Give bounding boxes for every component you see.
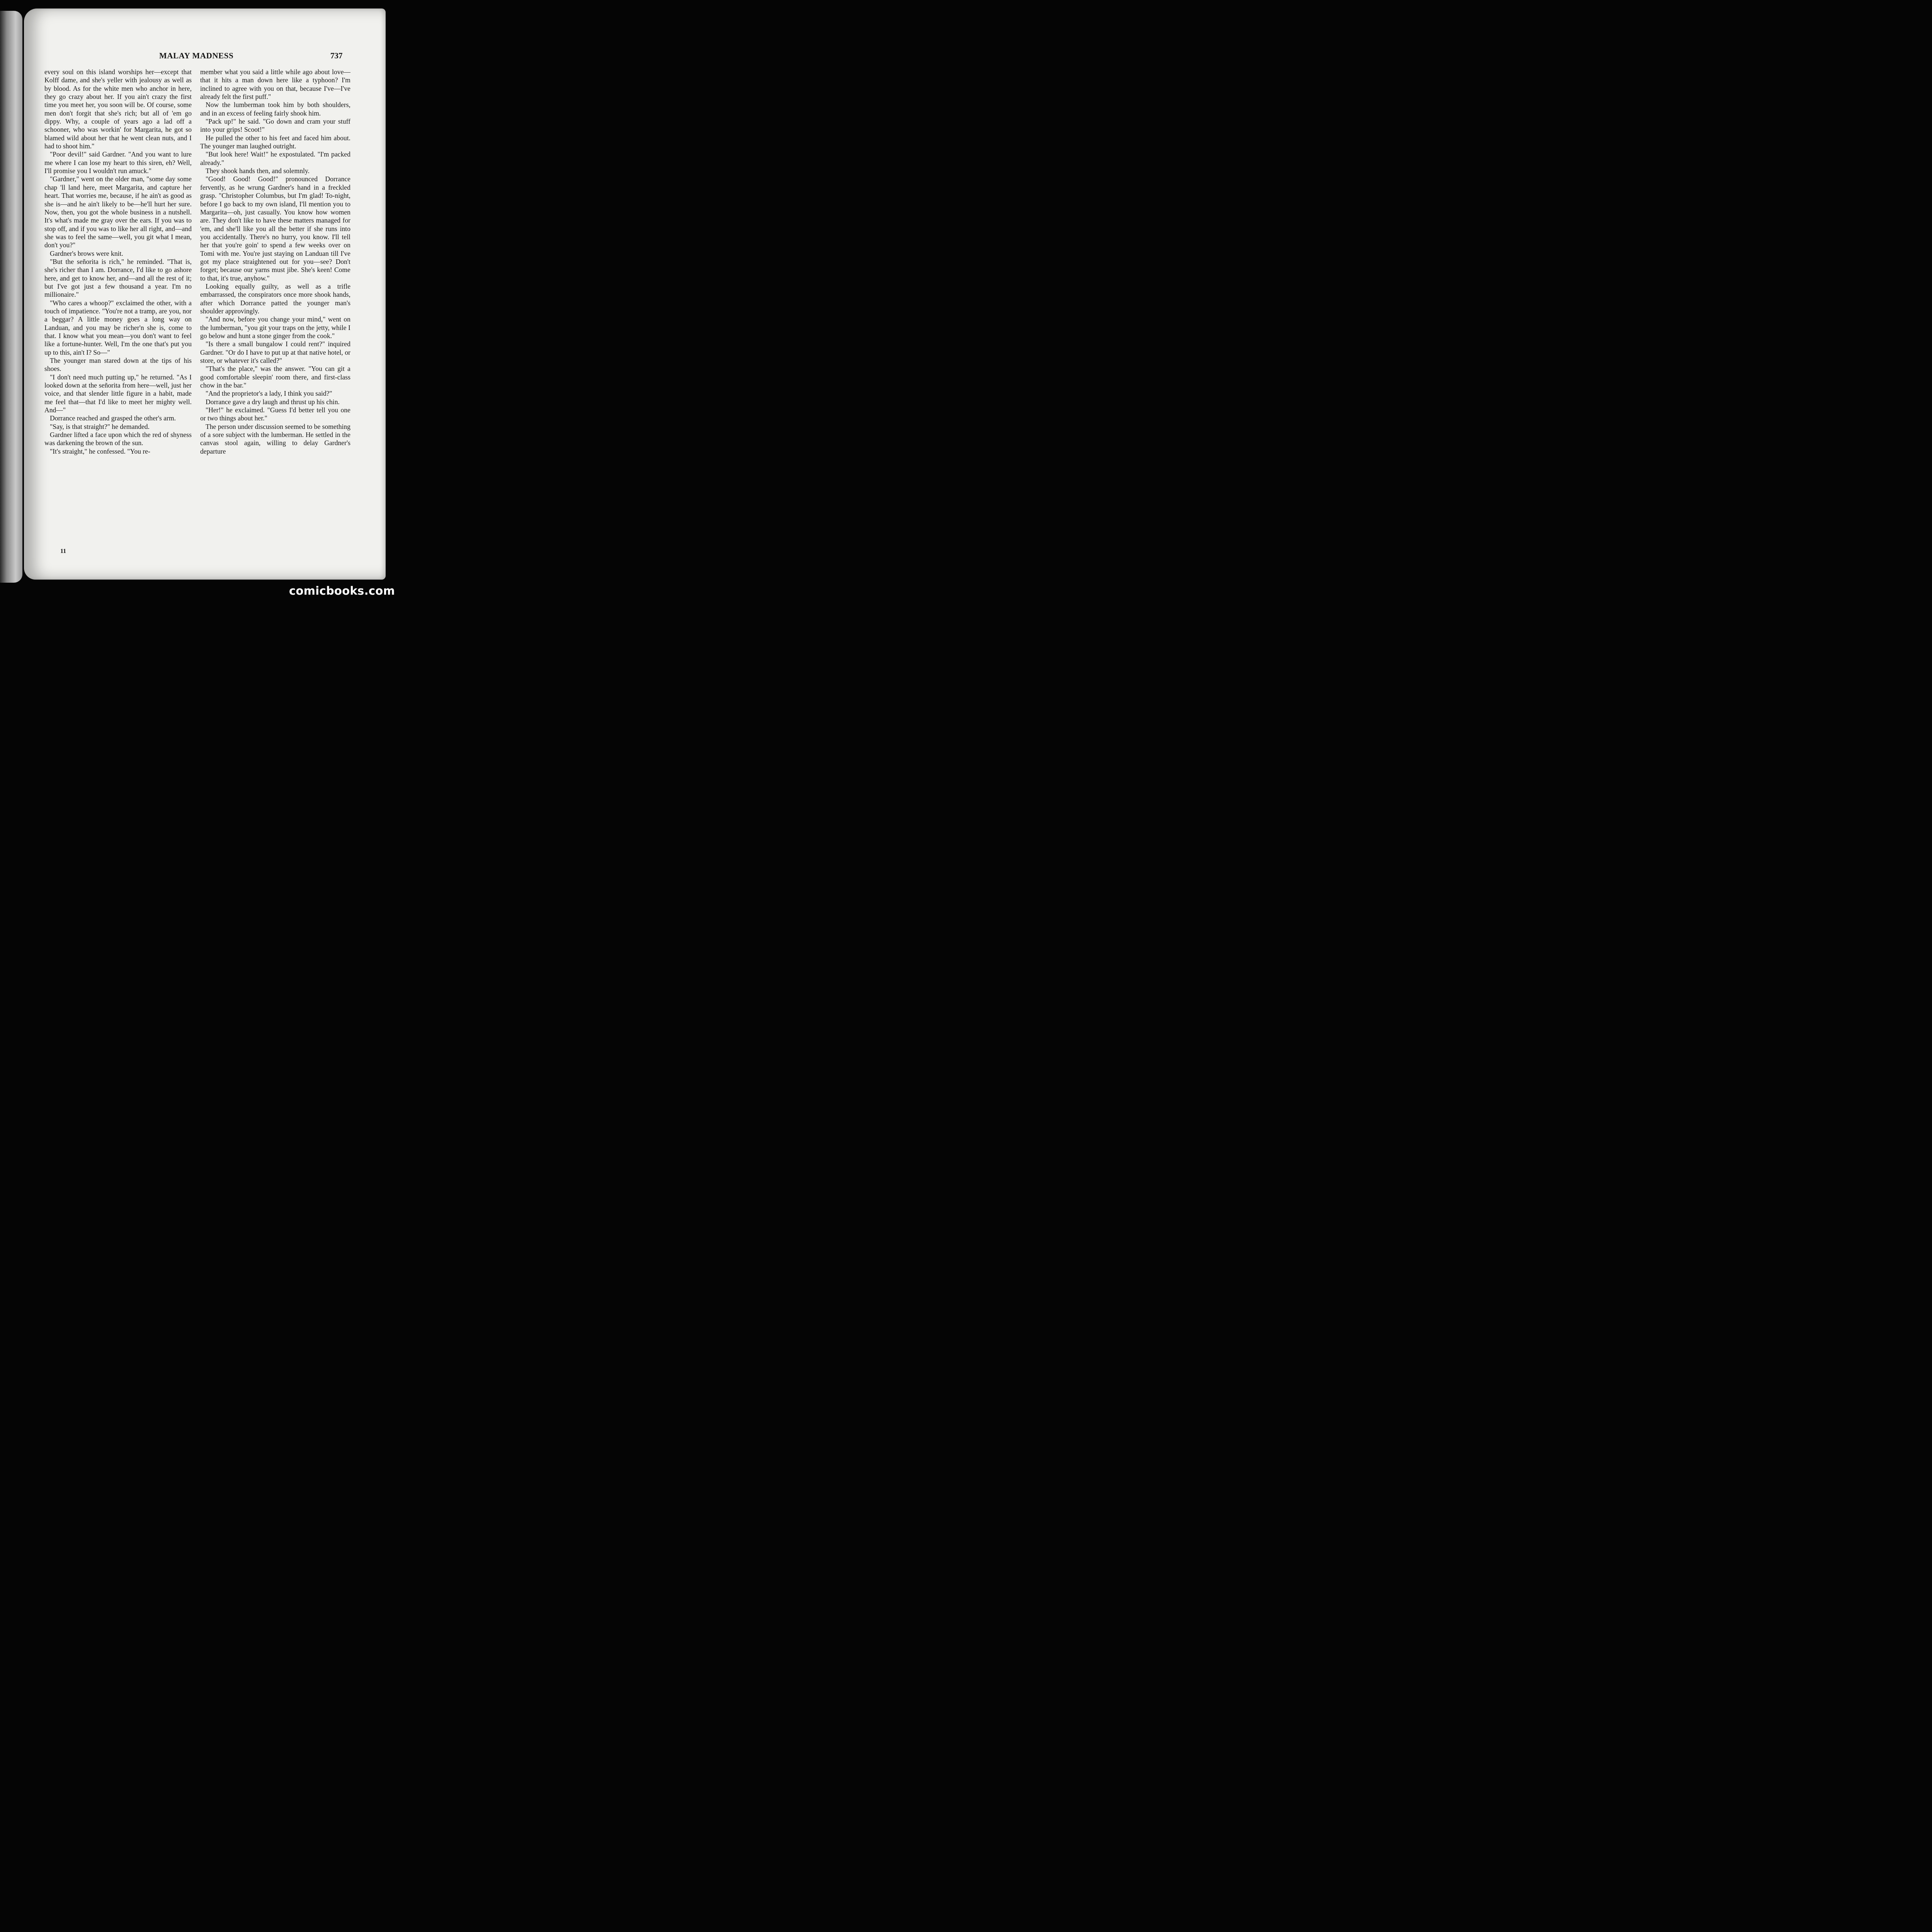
paragraph: "But the señorita is rich," he reminded. "That is, she's richer than I am. Dorrance, I'd like to go ashore here, and get to know her, and—and all the rest of it; but I've got just a few thousand a year. I'm no millionaire."	[44, 257, 192, 299]
paragraph: "And now, before you change your mind," went on the lumberman, "you git your traps on the jetty, while I go below and hunt a stone ginger from the cook."	[200, 315, 350, 340]
paragraph: Gardner lifted a face upon which the red of shyness was darkening the brown of the sun.	[44, 431, 192, 447]
paragraph: The person under discussion seemed to be something of a sore subject with the lumberman. He settled in the canvas stool again, willing to delay Gardner's departure	[200, 422, 350, 455]
paragraph: "Who cares a whoop?" exclaimed the other, with a touch of impatience. "You're not a tramp, are you, nor a beggar? A little money goes a long way on Landuan, and you may be richer'n she is, come to that. I know what you mean—you don't want to feel like a fortune-hunter. Well, I'm the one that's put you up to this, ain't I? So—"	[44, 299, 192, 356]
paragraph: "Say, is that straight?" he demanded.	[50, 422, 150, 430]
paragraph: Dorrance reached and grasped the other's arm.	[50, 414, 176, 422]
paragraph: The younger man stared down at the tips of his shoes.	[44, 357, 192, 373]
signature-mark: 11	[60, 548, 66, 554]
paragraph: "It's straight," he confessed. "You re-	[50, 447, 150, 455]
paragraph: Now the lumberman took him by both shoulders, and in an excess of feeling fairly shook him.	[200, 101, 350, 117]
paragraph: They shook hands then, and solemnly.	[206, 167, 310, 175]
paragraph: "Pack up!" he said. "Go down and cram your stuff into your grips! Scoot!"	[200, 117, 350, 134]
paragraph: Gardner's brows were knit.	[50, 249, 123, 257]
page-number: 737	[330, 51, 343, 60]
watermark-text: comicbooks.com	[289, 584, 395, 597]
paragraph: member what you said a little while ago about love—that it hits a man down here like a typhoon? I'm inclined to agree with you on that, because I've—I've already felt the first puff."	[200, 68, 350, 101]
right-text-column	[200, 68, 350, 551]
paragraph: "And the proprietor's a lady, I think you said?"	[206, 389, 332, 398]
scanned-book-page	[0, 0, 395, 606]
paragraph: "But look here! Wait!" he expostulated. "I'm packed already."	[200, 150, 350, 167]
paragraph: "Is there a small bungalow I could rent?" inquired Gardner. "Or do I have to put up at that native hotel, or store, or whatever it's called?"	[200, 340, 350, 365]
paragraph: "Her!" he exclaimed. "Guess I'd better tell you one or two things about her."	[200, 406, 350, 422]
paragraph: every soul on this island worships her—except that Kolff dame, and she's yeller with jealousy as well as by blood. As for the white men who anchor in here, they go crazy about her. If you ain't crazy the first time you meet her, you soon will be. Of course, some men don't forgit that she's rich; but all of 'em go dippy. Why, a couple of years ago a lad off a schooner, who was workin' for Margarita, he got so blamed wild about her that he went clean nuts, and I had to shoot him."	[44, 68, 192, 150]
running-title: MALAY MADNESS	[159, 51, 234, 60]
paragraph: Dorrance gave a dry laugh and thrust up his chin.	[206, 398, 340, 406]
paragraph: He pulled the other to his feet and faced him about. The younger man laughed outright.	[200, 134, 350, 150]
paragraph: "Gardner," went on the older man, "some day some chap 'll land here, meet Margarita, and capture her heart. That worries me, because, if he ain't as good as she is—and he ain't likely to be—he'll hurt her sure. Now, then, you got the whole business in a nutshell. It's what's made me gray over the ears. If you was to stop off, and if you was to like her all right, and—and she was to feel the same—well, you git what I mean, don't you?"	[44, 175, 192, 249]
paragraph: "Good! Good! Good!" pronounced Dorrance fervently, as he wrung Gardner's hand in a freckled grasp. "Christopher Columbus, but I'm glad! To-night, before I go back to my own island, I'll mention you to Margarita—oh, just casually. You know how women are. They don't like to have these matters managed for 'em, and she'll like you all the better if she runs into you accidentally. There's no hurry, you know. I'll tell her that you're goin' to spend a few weeks over on Tomi with me. You're just staying on Landuan till I've got my place straightened out for you—see? Don't forget; because our yarns must jibe. She's keen! Come to that, it's true, anyhow."	[200, 175, 350, 282]
paragraph: "I don't need much putting up," he returned. "As I looked down at the señorita from here—well, just her voice, and that slender little figure in a habit, made me feel that—that I'd like to meet her mighty well. And—"	[44, 373, 192, 414]
paragraph: Looking equally guilty, as well as a trifle embarrassed, the conspirators once more shook hands, after which Dorrance patted the younger man's shoulder approvingly.	[200, 282, 350, 315]
left-text-column	[44, 68, 192, 551]
previous-page-edge	[0, 11, 22, 583]
paragraph: "That's the place," was the answer. "You can git a good comfortable sleepin' room there, and first-class chow in the bar."	[200, 365, 350, 389]
paragraph: "Poor devil!" said Gardner. "And you want to lure me where I can lose my heart to this siren, eh? Well, I'll promise you I wouldn't run amuck."	[44, 150, 192, 175]
